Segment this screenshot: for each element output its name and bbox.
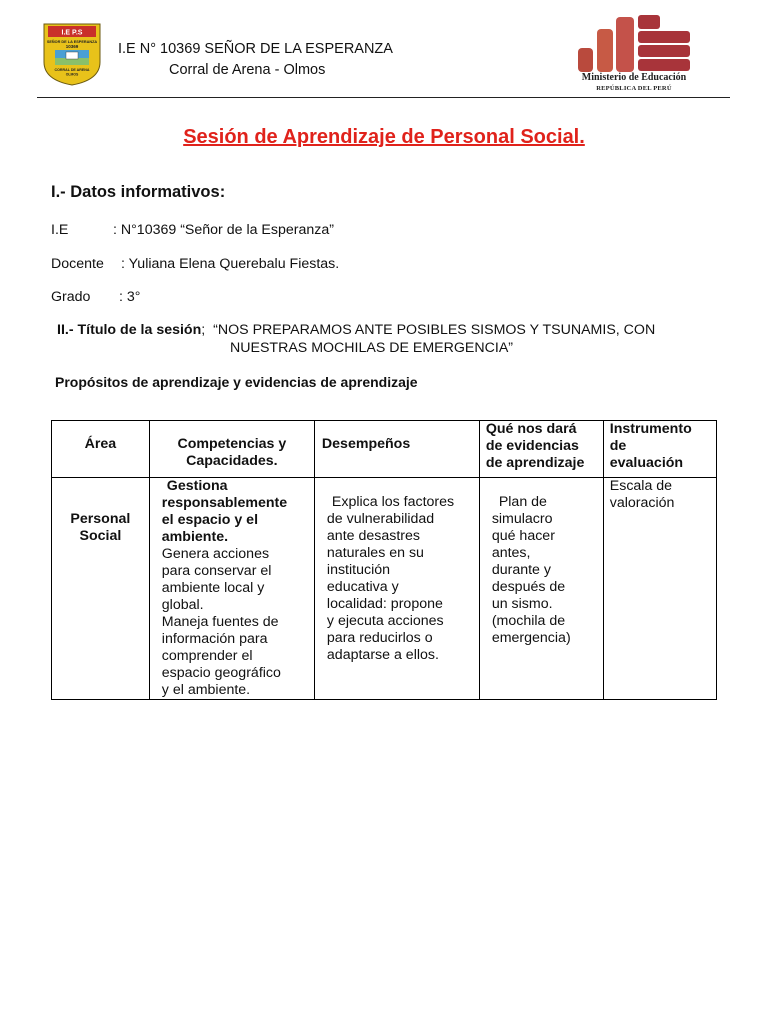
svg-text:I.E P.S: I.E P.S (61, 29, 83, 37)
info-ie (51, 222, 334, 238)
section-2-separator: ; (201, 322, 206, 338)
info-ie-value: : N°10369 “Señor de la Esperanza” (113, 222, 334, 238)
cell-area: Personal Social (52, 478, 150, 700)
info-ie-label: I.E (51, 222, 69, 238)
table-header-row (52, 421, 717, 478)
info-docente-value: : Yuliana Elena Querebalu Fiestas. (121, 256, 340, 272)
learning-table (51, 420, 717, 700)
svg-text:CORRAL DE ARENA: CORRAL DE ARENA (54, 68, 90, 72)
session-title-line-1: “NOS PREPARAMOS ANTE POSIBLES SISMOS Y TSUNAMIS, CON (213, 322, 656, 338)
purposes-title: Propósitos de aprendizaje y evidencias de aprendizaje (55, 374, 418, 390)
svg-text:SEÑOR DE LA ESPERANZA: SEÑOR DE LA ESPERANZA (46, 40, 98, 44)
header-divider (37, 97, 730, 98)
table-row (52, 478, 717, 700)
svg-text:10369: 10369 (65, 44, 79, 49)
svg-text:OLMOS: OLMOS (65, 72, 79, 77)
school-location: Corral de Arena - Olmos (169, 62, 326, 78)
info-docente-label: Docente (51, 256, 104, 272)
ministry-subtitle: REPÚBLICA DEL PERÚ (596, 85, 672, 92)
ministry-logo (576, 15, 691, 95)
info-grado-label: Grado (51, 289, 91, 305)
school-crest-logo (41, 22, 103, 86)
school-name: I.E N° 10369 SEÑOR DE LA ESPERANZA (118, 41, 393, 57)
cell-evidencia: Plan de simulacro qué hacer antes, durante y después de un sismo. (mochila de emergencia) (479, 478, 603, 700)
cell-competencias: Gestiona responsablemente el espacio y el ambiente. Genera acciones para conservar el ambiente local y global. Maneja fuentes de información para comprender el espacio geográfico y el ambiente. (149, 478, 314, 700)
cell-desempeno: Explica los factores de vulnerabilidad ante desastres naturales en su institución educativa y localidad: propone y ejecuta acciones para reducirlos o adaptarse a ellos. (314, 478, 479, 700)
header-evidencias: Qué nos dará de evidencias de aprendizaje (479, 421, 603, 478)
session-title-line-2: NUESTRAS MOCHILAS DE EMERGENCIA” (230, 340, 514, 356)
header-competencias: Competencias y Capacidades. (149, 421, 314, 478)
header-area: Área (52, 421, 150, 478)
info-grado (51, 289, 140, 305)
header-instrumento: Instrumento de evaluación (603, 421, 716, 478)
ministry-name: Ministerio de Educación (581, 72, 687, 83)
cell-instrumento: Escala de valoración (603, 478, 716, 700)
info-docente (51, 256, 339, 272)
document-title: Sesión de Aprendizaje de Personal Social. (183, 126, 585, 148)
info-grado-value: : 3° (119, 289, 141, 305)
section-2-label: II.- Título de la sesión (57, 322, 202, 338)
section-1-title: I.- Datos informativos: (51, 183, 226, 201)
section-2-title (57, 322, 655, 338)
header-desempenos: Desempeños (314, 421, 479, 478)
